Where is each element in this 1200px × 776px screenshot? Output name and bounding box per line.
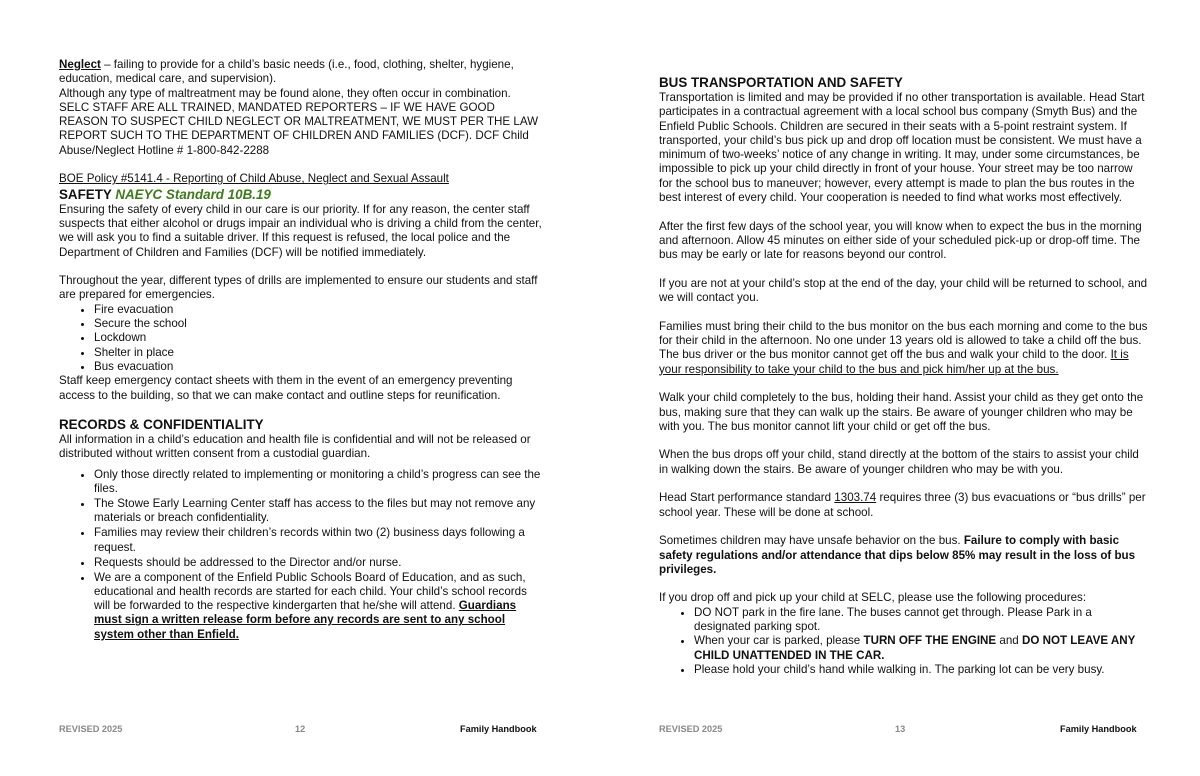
safety-heading xyxy=(59,187,544,203)
safety-heading-text: SAFETY xyxy=(59,186,112,202)
list-item: • Lockdown xyxy=(94,331,544,345)
release-form-notice: Guardians must sign a written release form before any records are sent to any school system other than Enfield. xyxy=(94,599,517,641)
proc2-and: and xyxy=(996,634,1022,648)
right-page xyxy=(600,0,1200,776)
left-content xyxy=(59,58,544,643)
mandated-reporters-text: SELC STAFF ARE ALL TRAINED, MANDATED REPORTERS – IF WE HAVE GOOD REASON TO SUSPECT CHILD NEGLECT OR MALTREATMENT, WE MUST PER THE LAW REPORT SUCH TO THE DEPARTMENT OF CHILDREN AND FAMILIES (DCF). DCF Child Abuse/Neglect Hotline # 1-800-842-2288 xyxy=(59,100,539,157)
bus-responsibility-note: It is your responsibility to take your child to the bus and pick him/her up at the bus. xyxy=(659,348,1129,376)
neglect-term: Neglect xyxy=(59,58,101,71)
records-intro: All information in a child’s education and health file is confidential and will not be released or distributed without written consent from a custodial guardian. xyxy=(59,433,531,461)
footer-revised: REVISED 2025 xyxy=(659,724,723,734)
list-item: • DO NOT park in the fire lane. The buses cannot get through. Please Park in a designated parking spot. xyxy=(694,606,1149,635)
proc2-a: When your car is parked, please xyxy=(694,634,864,648)
records-heading: RECORDS & CONFIDENTIALITY xyxy=(59,417,264,433)
bus-paragraph-6: When the bus drops off your child, stand directly at the bottom of the stairs to assist your child in walking down the stairs. Be aware of younger children who may be with you. xyxy=(659,448,1139,476)
drills-list xyxy=(59,303,544,374)
maltreatment-text: Although any type of maltreatment may be found alone, they often occur in combination. xyxy=(59,86,511,100)
bus-p8-a: Sometimes children may have unsafe behavior on the bus. xyxy=(659,534,964,548)
neglect-definition: – failing to provide for a child’s basic needs (i.e., food, clothing, shelter, hygiene, education, medical care, and supervision). xyxy=(59,58,514,86)
list-item: • The Stowe Early Learning Center staff has access to the files but may not remove any materials or breach confidentiality. xyxy=(94,497,544,526)
boe-policy-link[interactable]: BOE Policy #5141.4 - Reporting of Child Abuse, Neglect and Sexual Assault xyxy=(59,172,449,186)
bus-p7-b: requires three (3) bus evacuations or “bus drills” per school year. These will be done at school. xyxy=(659,491,1146,519)
footer-title: Family Handbook xyxy=(1060,724,1137,734)
list-item: • Families may review their children’s records within two (2) business days following a request. xyxy=(94,526,544,555)
list-item xyxy=(94,571,544,642)
list-item: • Bus evacuation xyxy=(94,360,544,374)
proc2-unattended: DO NOT LEAVE ANY CHILD UNATTENDED IN THE CAR. xyxy=(694,634,1136,662)
page-number: 13 xyxy=(895,724,906,734)
list-item: • Secure the school xyxy=(94,317,544,331)
drills-intro: Throughout the year, different types of drills are implemented to ensure our students and staff are prepared for emergencies. xyxy=(59,274,538,302)
list-item: • Please hold your child’s hand while walking in. The parking lot can be very busy. xyxy=(694,663,1149,677)
bus-paragraph-2: After the first few days of the school year, you will know when to expect the bus in the morning and afternoon. Allow 45 minutes on either side of your scheduled pick-up or drop-off time. The bus may be early or late for reasons beyond our control. xyxy=(659,219,1142,262)
bus-p4-text: Families must bring their child to the bus monitor on the bus each morning and come to the bus for their child in the afternoon. No one under 13 years old is allowed to take a child off the bus. The bus driver or the bus monitor cannot get off the bus and walk your child to the door. xyxy=(659,319,1148,362)
right-content xyxy=(659,75,1149,677)
list-item: • Only those directly related to implementing or monitoring a child’s progress can see the files. xyxy=(94,468,544,497)
bus-paragraph-1: Transportation is limited and may be provided if no other transportation is available. Head Start participates in a contractual agreement with a local school bus company (Smyth Bus) and the Enfield Public Schools. Children are secured in their seats with a 5-point restraint system. If transported, your child’s bus pick up and drop off location must be consistent. We must have a minimum of two-weeks’ notice of any change in writing. It may, under some circumstances, be impossible to pick up your child directly in front of your house. Your street may be too narrow for the school bus to maneuver; however, every attempt is made to plan the bus routes in the best interest of every child. Your cooperation is needed to find what works most effectively. xyxy=(659,91,1145,205)
bus-paragraph-3: If you are not at your child’s stop at the end of the day, your child will be returned to school, and we will contact you. xyxy=(659,276,1148,305)
bus-paragraph-5: Walk your child completely to the bus, holding their hand. Assist your child as they get onto the bus, making sure that they can walk up the stairs. Be aware of younger children who may be with you. The bus monitor cannot lift your child or get off the bus. xyxy=(659,391,1144,433)
page-number: 12 xyxy=(295,724,306,734)
proc2-engine: TURN OFF THE ENGINE xyxy=(863,634,997,648)
bus-paragraph-4 xyxy=(659,320,1149,377)
bus-privileges-warning: Failure to comply with basic safety regulations and/or attendance that dips below 85% may result in the loss of bus privileges. xyxy=(659,534,1136,576)
records-last-text: We are a component of the Enfield Public Schools Board of Education, and as such, educational and health records are started for each child. Your child’s school records will be forwarded to the respective kindergarten that he/she will attend. xyxy=(94,570,527,613)
footer-revised: REVISED 2025 xyxy=(59,724,123,734)
records-list xyxy=(59,468,544,642)
bus-paragraph-7 xyxy=(659,491,1149,520)
safety-paragraph: Ensuring the safety of every child in our care is our priority. If for any reason, the center staff suspects that either alcohol or drugs impair an individual who is driving a child from the center, we will ask you to find a suitable driver. If this request is refused, the local police and the Department of Children and Families (DCF) will be notified immediately. xyxy=(59,202,542,259)
standard-link[interactable]: 1303.74 xyxy=(834,491,877,505)
naeyc-standard: NAEYC Standard 10B.19 xyxy=(115,186,271,202)
list-item: • Requests should be addressed to the Director and/or nurse. xyxy=(94,556,544,570)
list-item xyxy=(694,634,1149,663)
neglect-paragraph xyxy=(59,58,544,87)
procedures-intro: If you drop off and pick up your child at SELC, please use the following procedures: xyxy=(659,591,1087,605)
procedures-list xyxy=(659,606,1149,677)
list-item: • Fire evacuation xyxy=(94,303,544,317)
footer-title: Family Handbook xyxy=(460,724,537,734)
list-item: • Shelter in place xyxy=(94,346,544,360)
bus-p7-a: Head Start performance standard xyxy=(659,491,835,505)
drills-after-text: Staff keep emergency contact sheets with them in the event of an emergency preventing access to the building, so that we can make contact and outline steps for reunification. xyxy=(59,374,513,402)
bus-heading: BUS TRANSPORTATION AND SAFETY xyxy=(659,75,903,90)
bus-paragraph-8 xyxy=(659,534,1149,577)
